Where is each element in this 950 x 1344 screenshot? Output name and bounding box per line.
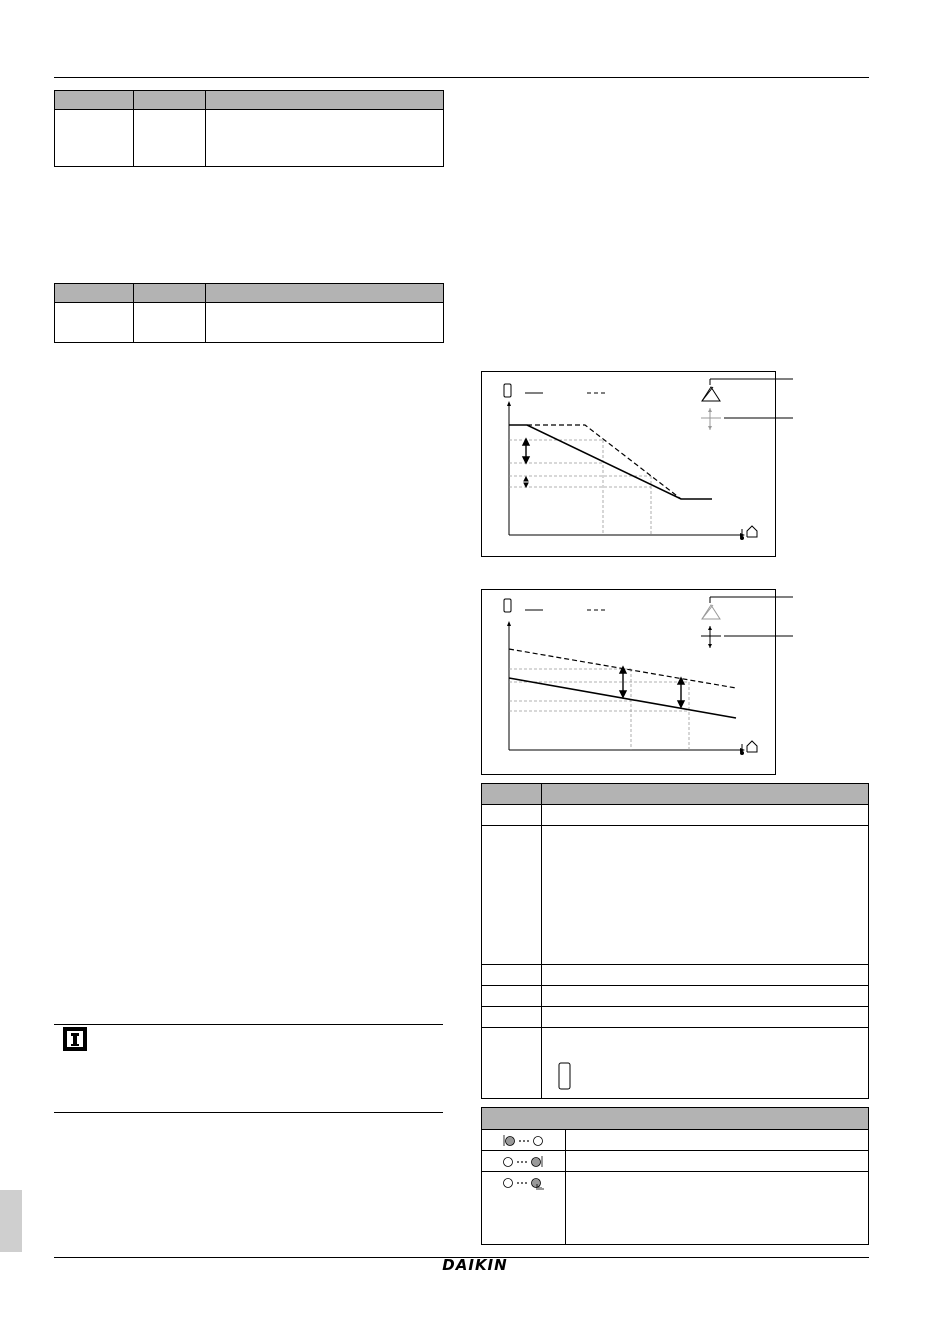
water-temperature-icon — [504, 384, 511, 397]
daikin-logo: DAIKIN — [442, 1256, 508, 1274]
outdoor-temperature-icon — [740, 741, 757, 755]
table-row — [482, 1007, 869, 1028]
offset-arrow-small — [524, 477, 528, 487]
offset-icon — [701, 626, 721, 648]
table-row — [482, 826, 869, 965]
table-header-row — [482, 784, 869, 805]
outdoor-temperature-icon — [740, 526, 757, 540]
offset-arrow-large — [523, 439, 529, 463]
dial-mode-table — [481, 1107, 869, 1245]
side-tab — [0, 1190, 22, 1252]
table-header-row — [55, 91, 444, 110]
note-bottom-rule — [54, 1112, 443, 1113]
curve-solid — [509, 425, 712, 499]
offset-arrow-2 — [678, 678, 684, 707]
table-row — [482, 1172, 869, 1245]
table-row — [482, 805, 869, 826]
table-row — [482, 1028, 869, 1099]
dial-right-selected-icon — [502, 1155, 548, 1169]
table-row — [482, 1130, 869, 1151]
table-row — [55, 110, 444, 167]
slope-icon — [702, 387, 720, 401]
slope-icon — [702, 605, 720, 619]
table-row — [482, 1151, 869, 1172]
offset-icon — [701, 408, 721, 430]
settings-table-2 — [54, 283, 444, 343]
note-top-rule — [54, 1024, 443, 1025]
header-rule — [54, 77, 869, 78]
legend-table — [481, 783, 869, 1099]
info-icon — [63, 1027, 87, 1051]
water-temperature-icon — [558, 1062, 572, 1092]
table-header-row — [55, 284, 444, 303]
dial-touch-icon — [502, 1176, 550, 1192]
settings-table-1 — [54, 90, 444, 167]
table-row — [55, 303, 444, 343]
table-row — [482, 986, 869, 1007]
dial-left-selected-icon — [502, 1134, 548, 1148]
table-row — [482, 965, 869, 986]
table-header-row — [482, 1108, 869, 1130]
weather-curve-graph-offset — [481, 589, 811, 779]
weather-curve-graph-slope — [481, 371, 811, 561]
water-temperature-icon — [504, 599, 511, 612]
